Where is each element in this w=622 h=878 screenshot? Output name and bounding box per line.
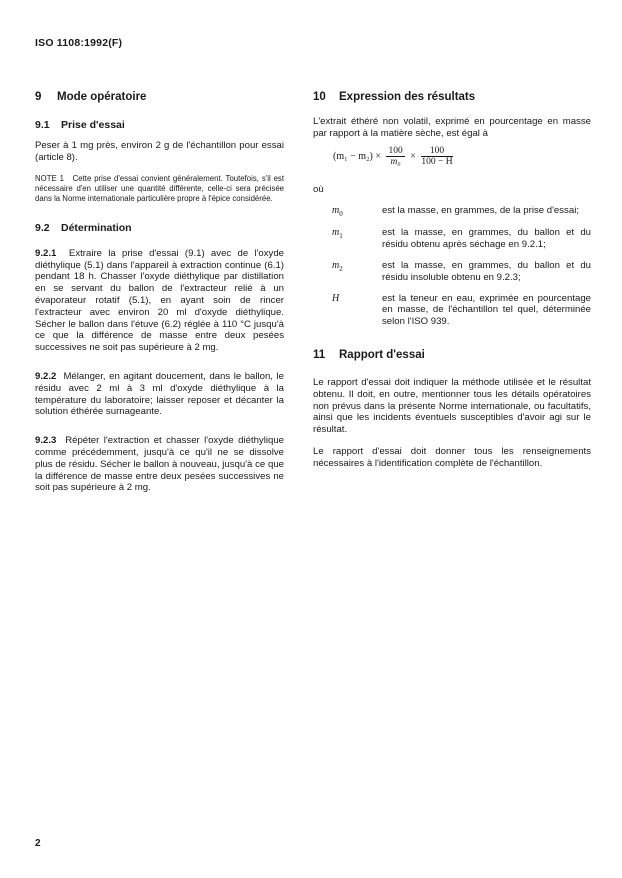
- section-9-2-2: 9.2.2 Mélanger, en agitant doucement, dans le ballon, le résidu avec 2 ml à 3 ml d'oxyde diéthylique à la température du laboratoire; laisser reposer et décanter la solution éthérée surnageante.: [35, 370, 284, 418]
- ou-label: où: [313, 183, 324, 195]
- definition-m1: $m_1$ est la masse, en grammes, du ballon et du résidu obtenu après séchage en 9.2.1;: [332, 227, 591, 251]
- definitions-list: [313, 205, 591, 328]
- section-9-1-heading: 9.1 Prise d'essai: [35, 119, 125, 131]
- section-9-2-heading: 9.2 Détermination: [35, 221, 132, 234]
- section-9-1-text: Peser à 1 mg près, environ 2 g de l'échantillon pour essai (article 8).: [35, 140, 284, 163]
- section-9-2-3: 9.2.3 Répéter l'extraction et chasser l'oxyde diéthylique comme précédemment, jusqu'à ce qu'il ne se dissolve plus de résidu. Sécher le ballon à nouveau, jusqu'à ce que la différence de masse entre deux pesées successives ne soit pas supérieure à 2 mg.: [35, 435, 284, 494]
- result-formula: (m₁ − m₂) × $\frac{100}{\text{m₀}}$ × $\frac{100}{100 - H}$: [333, 145, 453, 167]
- section-9-2-1: 9.2.1 Extraire la prise d'essai (9.1) avec de l'oxyde diéthylique (5.1) dans l'appareil à extraction continue (6.1) pendant 18 h. Chasser l'oxyde diéthylique par distillation en se servant du ballon de l'extracteur relié à un évaporateur rotatif (5.1), en ayant soin de rincer l'extracteur avec environ 20 ml d'oxyde diéthylique. Sécher le ballon dans l'étuve (6.2) réglée à 110 °C jusqu'à ce que la différence de masse entre deux pesées successives ne soit pas supérieure à 2 mg.: [35, 247, 284, 354]
- definition-m0: $m_0$ est la masse, en grammes, de la prise d'essai;: [332, 205, 579, 219]
- note-1: NOTE 1 Cette prise d'essai convient généralement. Toutefois, s'il est nécessaire d'en utiliser une quantité différente, celle-ci sera précisée dans la Norme internationale particulière propre à l'épice considérée.: [35, 173, 284, 204]
- section-11-p1: Le rapport d'essai doit indiquer la méthode utilisée et le résultat obtenu. Il doit, en outre, mentionner tous les détails opératoires non prévus dans la présente Norme internationale, ou facultatifs, ainsi que les incidents éventuels susceptibles d'avoir agi sur le résultat.: [313, 376, 591, 436]
- section-9-heading: 9 Mode opératoire: [35, 91, 147, 103]
- section-11-p2: Le rapport d'essai doit donner tous les renseignements nécessaires à l'identification complète de l'échantillon.: [313, 445, 591, 469]
- right-column: [313, 91, 591, 470]
- section-11-heading: 11 Rapport d'essai: [313, 348, 425, 361]
- section-10-heading: 10 Expression des résultats: [313, 91, 476, 103]
- definition-m2: $m_2$ est la masse, en grammes, du ballon et du résidu insoluble obtenu en 9.2.3;: [332, 259, 591, 283]
- page-number: 2: [35, 838, 41, 849]
- document-header: ISO 1108:1992(F): [35, 37, 123, 49]
- left-column: [35, 91, 284, 494]
- definition-h: H est la teneur en eau, exprimée en pourcentage en masse, de l'échantillon tel quel, déterminée selon l'ISO 939.: [332, 292, 591, 328]
- section-10-intro: L'extrait éthéré non volatil, exprimé en pourcentage en masse par rapport à la matière sèche, est égal à: [313, 116, 591, 139]
